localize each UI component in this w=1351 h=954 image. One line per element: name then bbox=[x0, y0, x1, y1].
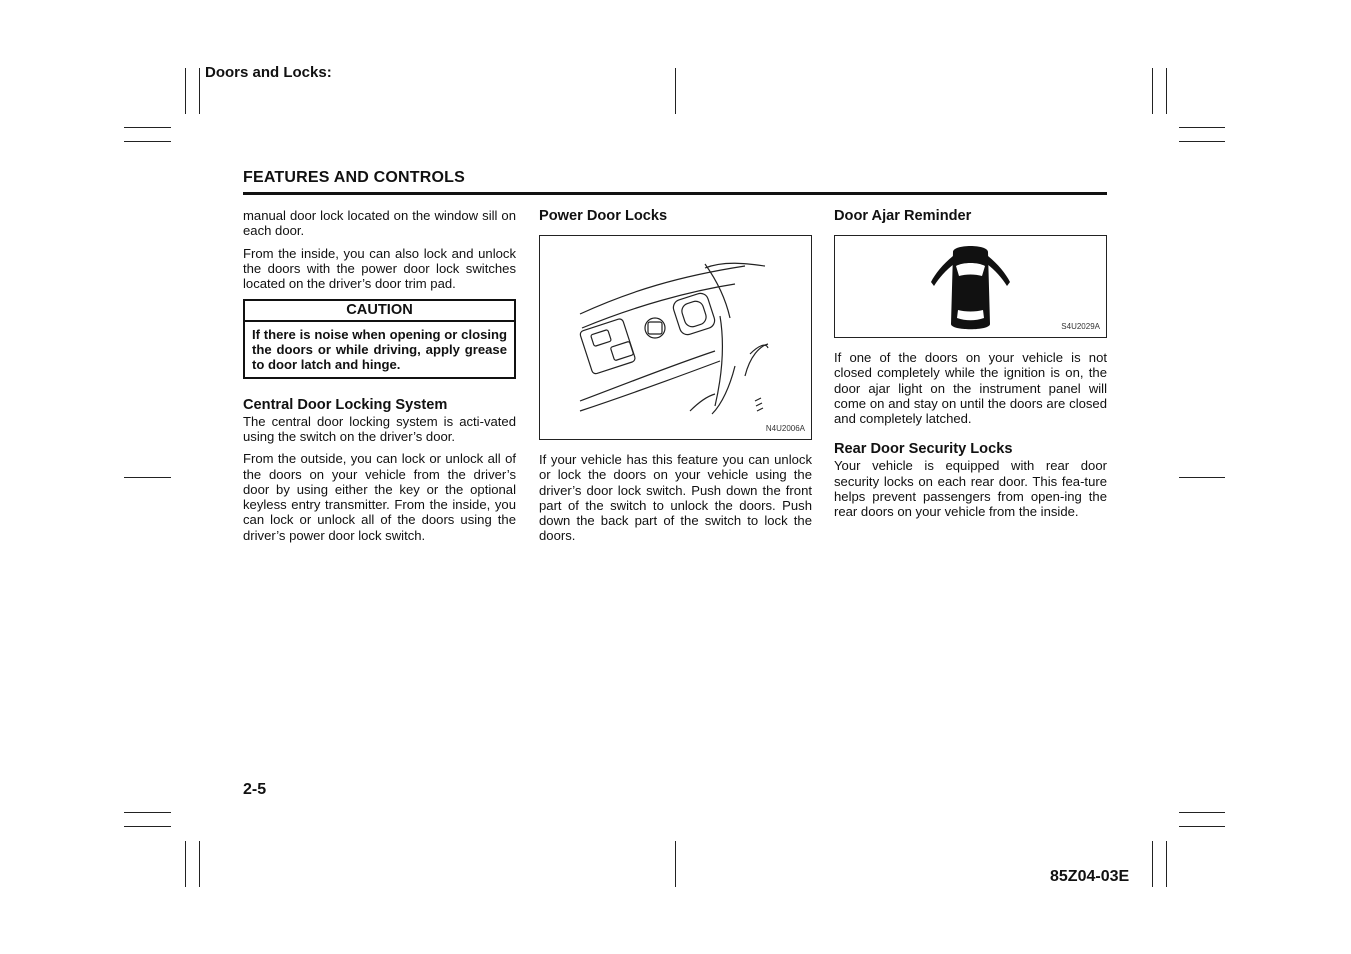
paragraph: The central door locking system is acti-vated using the switch on the driver’s door. bbox=[243, 413, 516, 444]
figure-code: N4U2006A bbox=[765, 423, 805, 433]
door-lock-switch-illustration bbox=[540, 236, 811, 439]
document-code: 85Z04-03E bbox=[1050, 868, 1130, 885]
heading-power-door-locks: Power Door Locks bbox=[539, 208, 668, 224]
heading-door-ajar-reminder: Door Ajar Reminder bbox=[834, 208, 972, 224]
paragraph: manual door lock located on the window sill on each door. bbox=[243, 208, 516, 239]
heading-central-door-locking: Central Door Locking System bbox=[243, 396, 448, 413]
column-3 bbox=[834, 208, 1107, 527]
paragraph: From the inside, you can also lock and unlock the doors with the power door lock switches located on the driver’s door trim pad. bbox=[243, 245, 516, 292]
paragraph: From the outside, you can lock or unlock all of the doors on your vehicle from the driver’s door by using either the key or the optional keyless entry transmitter. From the inside, you can lock or unlock all of the doors using the driver’s power door lock switch. bbox=[243, 451, 516, 543]
figure-code: S4U2029A bbox=[1061, 321, 1100, 331]
running-head: Doors and Locks: bbox=[205, 64, 332, 81]
caution-title: CAUTION bbox=[245, 301, 514, 321]
paragraph: If one of the doors on your vehicle is not closed completely while the ignition is on, the door ajar light on the instrument panel will come on and stay on until the doors are closed and completely latched. bbox=[834, 350, 1107, 427]
figure-power-door-locks bbox=[539, 235, 812, 440]
caution-body: If there is noise when opening or closing the doors or while driving, apply grease to door latch and hinge. bbox=[252, 326, 507, 373]
column-2 bbox=[539, 208, 812, 551]
paragraph: Your vehicle is equipped with rear door security locks on each rear door. This fea-ture helps prevent passengers from open-ing the rear doors on your vehicle from the inside. bbox=[834, 458, 1107, 520]
figure-door-ajar bbox=[834, 235, 1107, 338]
caution-box bbox=[243, 299, 516, 378]
header-rule bbox=[243, 192, 1107, 195]
page-number: 2-5 bbox=[243, 781, 267, 798]
column-1 bbox=[243, 208, 516, 550]
section-title: FEATURES AND CONTROLS bbox=[243, 169, 465, 186]
paragraph: If your vehicle has this feature you can unlock or lock the doors on your vehicle using the driver’s door lock switch. Push down the front part of the switch to unlock the doors. Push down the back part of the switch to lock the doors. bbox=[539, 452, 812, 544]
heading-rear-door-security-locks: Rear Door Security Locks bbox=[834, 441, 1013, 458]
